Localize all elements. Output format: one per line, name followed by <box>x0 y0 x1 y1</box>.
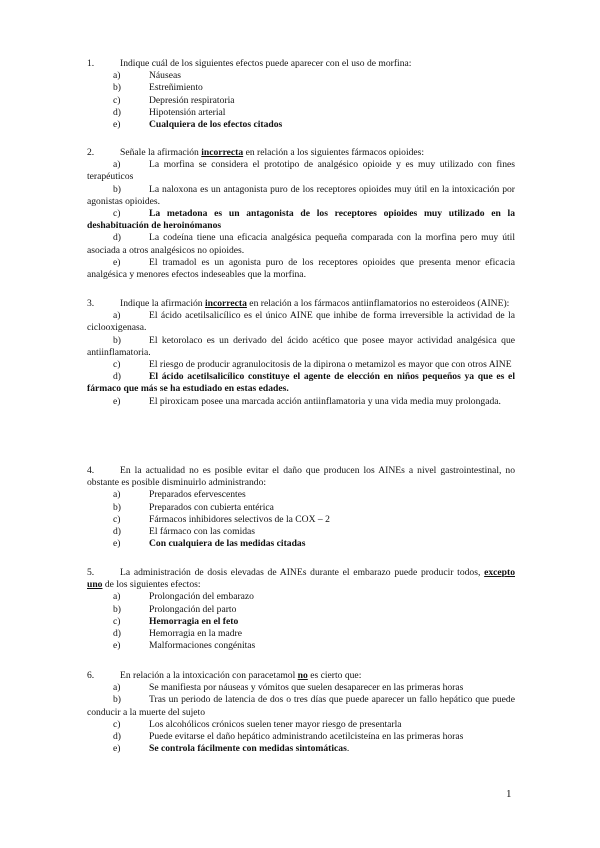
question-6 <box>87 670 515 755</box>
option-letter: b) <box>113 82 121 94</box>
option-text: Hemorragia en la madre <box>149 628 242 640</box>
question-stem <box>87 58 515 70</box>
option-letter: a) <box>113 489 121 501</box>
emphasized-keyword: incorrecta <box>201 147 244 158</box>
option-letter: e) <box>113 538 121 550</box>
answer-option <box>87 538 515 550</box>
option-text: Hipotensión arterial <box>149 106 226 118</box>
option-letter: c) <box>113 615 121 627</box>
answer-option <box>87 359 515 371</box>
page-number: 1 <box>506 788 512 800</box>
option-letter: b) <box>113 694 121 706</box>
answer-option <box>87 489 515 501</box>
option-letter: a) <box>113 310 121 322</box>
option-letter: d) <box>113 731 121 743</box>
option-letter: c) <box>113 208 121 220</box>
option-letter: e) <box>113 119 121 131</box>
option-letter: c) <box>113 94 121 106</box>
option-text: Los alcohólicos crónicos suelen tener mayor riesgo de presentarla <box>149 718 402 730</box>
question-stem <box>87 147 515 159</box>
option-text: Prolongación del embarazo <box>149 591 254 603</box>
option-text: Depresión respiratoria <box>149 94 235 106</box>
answer-option <box>87 257 515 281</box>
question-number: 2. <box>87 147 95 158</box>
answer-option <box>87 682 515 694</box>
answer-option <box>87 70 515 82</box>
option-letter: a) <box>113 70 121 82</box>
option-letter: a) <box>113 682 121 694</box>
correct-answer-text: Hemorragia en el feto <box>149 615 239 627</box>
answer-option <box>87 232 515 256</box>
option-letter: a) <box>113 591 121 603</box>
option-text: La naloxona es un antagonista puro de los receptores opioides muy útil en la intoxicación por agonistas opioides. <box>87 183 515 207</box>
answer-option <box>87 526 515 538</box>
option-letter: e) <box>113 256 121 268</box>
option-letter: d) <box>113 628 121 640</box>
option-letter: d) <box>113 371 121 383</box>
question-3 <box>87 298 515 408</box>
correct-answer-text: Cualquiera de los efectos citados <box>149 119 283 131</box>
answer-option <box>87 628 515 640</box>
answer-option <box>87 184 515 208</box>
question-text: es cierto que: <box>307 670 362 681</box>
option-letter: a) <box>113 159 121 171</box>
correct-answer-text: Se controla fácilmente con medidas sintomáticas <box>149 743 347 755</box>
option-text: El piroxicam posee una marcada acción antiinflamatoria y una vida media muy prolongada. <box>149 395 501 407</box>
option-letter: e) <box>113 640 121 652</box>
option-text: Preparados efervescentes <box>149 489 246 501</box>
question-text: en relación a los siguientes fármacos opioides: <box>243 147 425 158</box>
option-text: Preparados con cubierta entérica <box>149 501 274 513</box>
answer-option <box>87 371 515 395</box>
question-stem <box>87 670 515 682</box>
question-stem <box>87 567 515 591</box>
answer-option <box>87 107 515 119</box>
option-text: Prolongación del parto <box>149 603 237 615</box>
answer-option <box>87 95 515 107</box>
option-letter: e) <box>113 743 121 755</box>
option-letter: d) <box>113 526 121 538</box>
option-text: Malformaciones congénitas <box>149 640 256 652</box>
question-number: 4. <box>87 465 95 476</box>
option-text: Puede evitarse el daño hepático administrando acetilcisteína en las primeras horas <box>149 731 464 743</box>
option-letter: d) <box>113 106 121 118</box>
answer-option <box>87 719 515 731</box>
option-letter: b) <box>113 603 121 615</box>
option-letter: c) <box>113 513 121 525</box>
answer-option <box>87 119 515 131</box>
answer-option <box>87 743 515 755</box>
answer-option <box>87 159 515 183</box>
option-text: El tramadol es un agonista puro de los receptores opioides que presenta menor eficacia analgésica y menores efectos indeseables que la morfina. <box>87 256 515 281</box>
answer-option <box>87 82 515 94</box>
question-1 <box>87 58 515 131</box>
answer-option <box>87 591 515 603</box>
answer-option <box>87 604 515 616</box>
emphasized-keyword: incorrecta <box>204 298 247 309</box>
question-number: 6. <box>87 670 95 681</box>
question-2 <box>87 147 515 281</box>
option-text: Estreñimiento <box>149 82 203 94</box>
correct-answer-text: La metadona es un antagonista de los receptores opioides muy utilizado en la deshabituación de heroinómanos <box>87 208 515 232</box>
answer-option <box>87 310 515 334</box>
question-text: Indique cuál de los siguientes efectos puede aparecer con el uso de morfina: <box>120 58 412 69</box>
option-letter: e) <box>113 395 121 407</box>
question-text: Señale la afirmación <box>120 147 202 158</box>
question-4 <box>87 465 515 550</box>
answer-option <box>87 502 515 514</box>
question-text: en relación a los fármacos antiinflamatorios no esteroideos (AINE): <box>246 298 510 309</box>
option-text: Tras un periodo de latencia de dos o tres días que puede aparecer un fallo hepático que puede conducir a la muerte del sujeto <box>87 694 515 718</box>
option-text: El ácido acetilsalicílico es el único AINE que inhibe de forma irreversible la actividad de la ciclooxigenasa. <box>87 310 515 334</box>
option-text: Fármacos inhibidores selectivos de la COX – 2 <box>149 513 330 525</box>
question-text: de los siguientes efectos: <box>102 579 201 591</box>
question-number: 1. <box>87 58 95 69</box>
answer-option <box>87 616 515 628</box>
question-stem <box>87 465 515 489</box>
option-text: La codeína tiene una eficacia analgésica pequeña comparada con la morfina pero muy útil asociada a otros analgésicos no opioides. <box>87 232 515 256</box>
emphasized-keyword: no <box>297 670 308 681</box>
option-letter: b) <box>113 183 121 195</box>
emphasized-keyword: excepto uno <box>87 567 515 591</box>
question-text: En la actualidad no es posible evitar el daño que producen los AINEs a nivel gastrointestinal, no obstante es posible disminuirlo administrando: <box>87 465 515 489</box>
answer-option <box>87 335 515 359</box>
question-text: En relación a la intoxicación con paracetamol <box>120 670 298 681</box>
option-letter: d) <box>113 232 121 244</box>
question-stem <box>87 298 515 310</box>
question-number: 3. <box>87 298 95 309</box>
option-text: El riesgo de producir agranulocitosis de la dipirona o metamizol es mayor que con otros AINE <box>149 359 512 371</box>
option-text: El ketorolaco es un derivado del ácido acético que posee mayor actividad analgésica que antiinflamatoria. <box>87 334 515 358</box>
option-text: Se manifiesta por náuseas y vómitos que suelen desaparecer en las primeras horas <box>149 682 464 694</box>
question-text: La administración de dosis elevadas de AINEs durante el embarazo puede producir todos, <box>120 567 485 578</box>
question-5 <box>87 567 515 652</box>
answer-option <box>87 694 515 718</box>
question-text: Indique la afirmación <box>120 298 205 309</box>
answer-option <box>87 208 515 232</box>
correct-answer-text: El ácido acetilsalicílico constituye el agente de elección en niños pequeños ya que es el fármaco que más se ha estudiado en estas edades. <box>87 371 515 395</box>
option-text: Náuseas <box>149 70 181 82</box>
option-letter: c) <box>113 718 121 730</box>
answer-option <box>87 396 515 408</box>
option-letter: b) <box>113 501 121 513</box>
option-letter: c) <box>113 359 121 371</box>
option-trailing-punctuation: . <box>346 743 350 755</box>
option-letter: b) <box>113 334 121 346</box>
option-text: La morfina se considera el prototipo de analgésico opioide y es muy utilizado con fines terapéuticos <box>87 159 515 183</box>
correct-answer-text: Con cualquiera de las medidas citadas <box>149 538 306 550</box>
answer-option <box>87 731 515 743</box>
question-number: 5. <box>87 567 95 578</box>
answer-option <box>87 640 515 652</box>
option-text: El fármaco con las comidas <box>149 526 256 538</box>
answer-option <box>87 514 515 526</box>
